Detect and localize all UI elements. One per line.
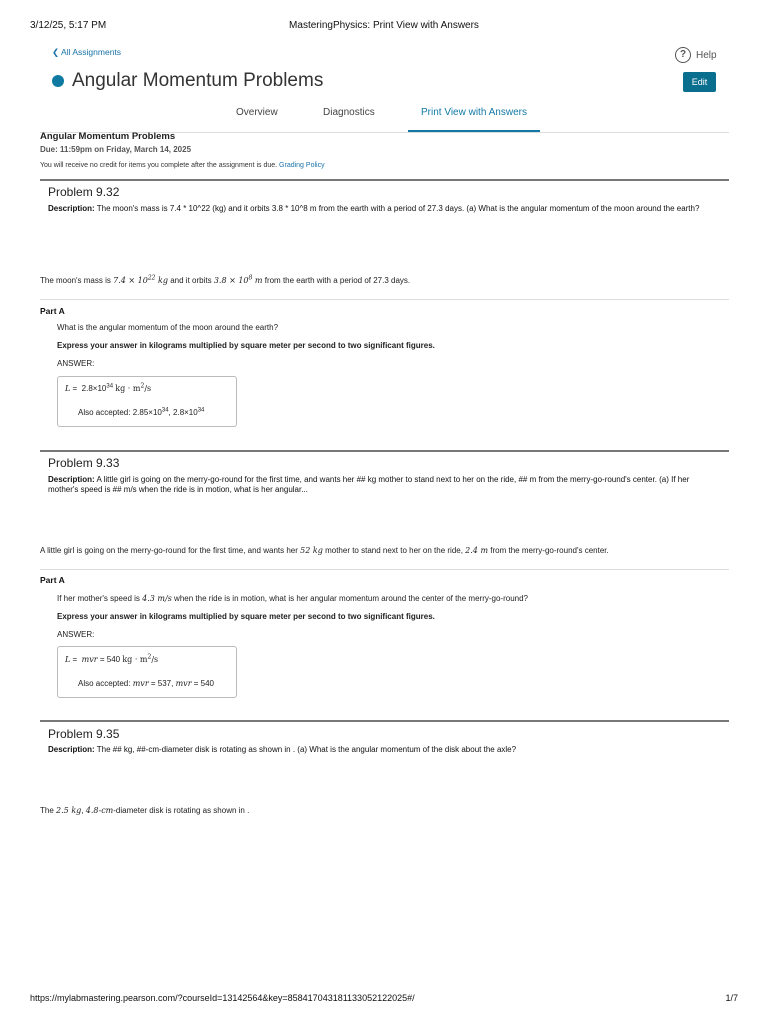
answer-label: ANSWER: <box>57 359 95 368</box>
answer-instruction: Express your answer in kilograms multiplied by square meter per second to two significant figures. <box>57 612 435 621</box>
print-page-title: MasteringPhysics: Print View with Answers <box>289 20 479 31</box>
answer-value: L = mvr = 540 kg · $m^2/s$ <box>65 653 159 664</box>
statement-text: The moon's mass is <box>40 276 111 285</box>
divider <box>40 569 729 570</box>
tab-overview[interactable]: Overview <box>236 107 278 118</box>
tab-diagnostics[interactable]: Diagnostics <box>323 107 375 118</box>
mother-mass-value: 52 kg <box>300 546 323 555</box>
description-label: Description: <box>48 204 95 213</box>
credit-note: You will receive no credit for items you complete after the assignment is due. <box>40 162 278 169</box>
assignment-header <box>52 70 323 92</box>
answer-box <box>57 646 237 698</box>
radius-value: 2.4 m <box>465 546 489 555</box>
statement-text: from the merry-go-round's center. <box>490 546 609 555</box>
question-circle-icon: ? <box>675 47 691 63</box>
page-number: 1/7 <box>725 993 738 1003</box>
statement-text: -diameter disk is rotating as shown in . <box>113 806 250 815</box>
speed-value: 4.3 m/s <box>142 594 172 603</box>
problem-title: Problem 9.33 <box>48 456 120 470</box>
chevron-left-icon: ❮ <box>52 47 60 57</box>
also-accepted: Also accepted: mvr = 537, mvr = 540 <box>78 679 215 688</box>
part-label: Part A <box>40 575 65 585</box>
orbit-distance-value: $3.8 \times 10^8$ m <box>213 274 263 285</box>
description-text: The moon's mass is 7.4 * 10^22 (kg) and it orbits 3.8 * 10^8 m from the earth with a period of 27.3 days. (a) What is the angular momentum of the moon around the earth? <box>96 204 700 213</box>
statement-text: A little girl is going on the merry-go-round for the first time, and wants her <box>40 546 298 555</box>
description-label: Description: <box>48 745 95 754</box>
page-url: https://mylabmastering.pearson.com/?courseId=13142564&key=85841704318113305212202​5#/ <box>30 993 415 1003</box>
moon-mass-value: $7.4 \times 10^{22}$ kg <box>113 274 168 285</box>
answer-value: $L = 2.8\times 10^{34}$ kg · $m^2/s$ <box>65 382 152 393</box>
status-dot-icon <box>52 75 64 87</box>
part-question: What is the angular momentum of the moon around the earth? <box>57 323 279 332</box>
problem-description <box>48 745 720 755</box>
grading-policy-link[interactable]: Grading Policy <box>279 162 325 169</box>
tab-bar <box>40 107 729 133</box>
due-date: Due: 11:59pm on Friday, March 14, 2025 <box>40 145 192 154</box>
tab-print-view-with-answers[interactable]: Print View with Answers <box>408 107 540 132</box>
print-datetime: 3/12/25, 5:17 PM <box>30 20 107 31</box>
statement-text: and it orbits <box>170 276 212 285</box>
help-label: Help <box>696 49 717 61</box>
help-link[interactable] <box>675 47 717 63</box>
all-assignments-link[interactable] <box>52 47 121 58</box>
page-title: Angular Momentum Problems <box>72 70 324 91</box>
description-text: The ## kg, ##-cm-diameter disk is rotating as shown in . (a) What is the angular momentum of the disk about the axle? <box>96 745 517 754</box>
problem-statement <box>40 276 410 285</box>
divider <box>40 299 729 300</box>
answer-box <box>57 376 237 427</box>
statement-text: The <box>40 806 54 815</box>
divider <box>40 720 729 722</box>
credit-note-line <box>40 162 325 169</box>
part-question: If her mother's speed is 4.3 m/s when the ride is in motion, what is her angular momentum around the center of the merry-go-round? <box>57 594 529 603</box>
also-accepted: Also accepted: $2.85\times 10^{34}$, $2.8\times 10^{34}$ <box>78 407 205 417</box>
description-label: Description: <box>48 475 95 484</box>
problem-statement <box>40 546 609 555</box>
all-assignments-label: All Assignments <box>61 47 122 57</box>
divider <box>40 179 729 181</box>
statement-text: from the earth with a period of 27.3 days. <box>264 276 411 285</box>
answer-label: ANSWER: <box>57 630 95 639</box>
problem-statement: The 2.5 kg, 4.8-cm-diameter disk is rotating as shown in . <box>40 806 250 815</box>
problem-description <box>48 204 720 214</box>
problem-title: Problem 9.35 <box>48 727 120 741</box>
problem-title: Problem 9.32 <box>48 185 120 199</box>
print-header <box>0 20 768 34</box>
answer-instruction: Express your answer in kilograms multiplied by square meter per second to two significant figures. <box>57 341 435 350</box>
statement-text: mother to stand next to her on the ride, <box>325 546 463 555</box>
assignment-subtitle: Angular Momentum Problems <box>40 131 176 142</box>
edit-button[interactable]: Edit <box>683 72 716 92</box>
divider <box>40 450 729 452</box>
problem-description <box>48 475 720 495</box>
part-label: Part A <box>40 306 65 316</box>
disk-mass-value: 2.5 kg <box>56 806 82 815</box>
disk-diameter-value: 4.8-cm <box>85 806 114 815</box>
description-text: A little girl is going on the merry-go-round for the first time, and wants her ## kg mother to stand next to her on the ride, ## m from the merry-go-round's center. (a) If her mother's speed is ## m/s when the ride is in motion, what is her angular... <box>48 475 690 494</box>
